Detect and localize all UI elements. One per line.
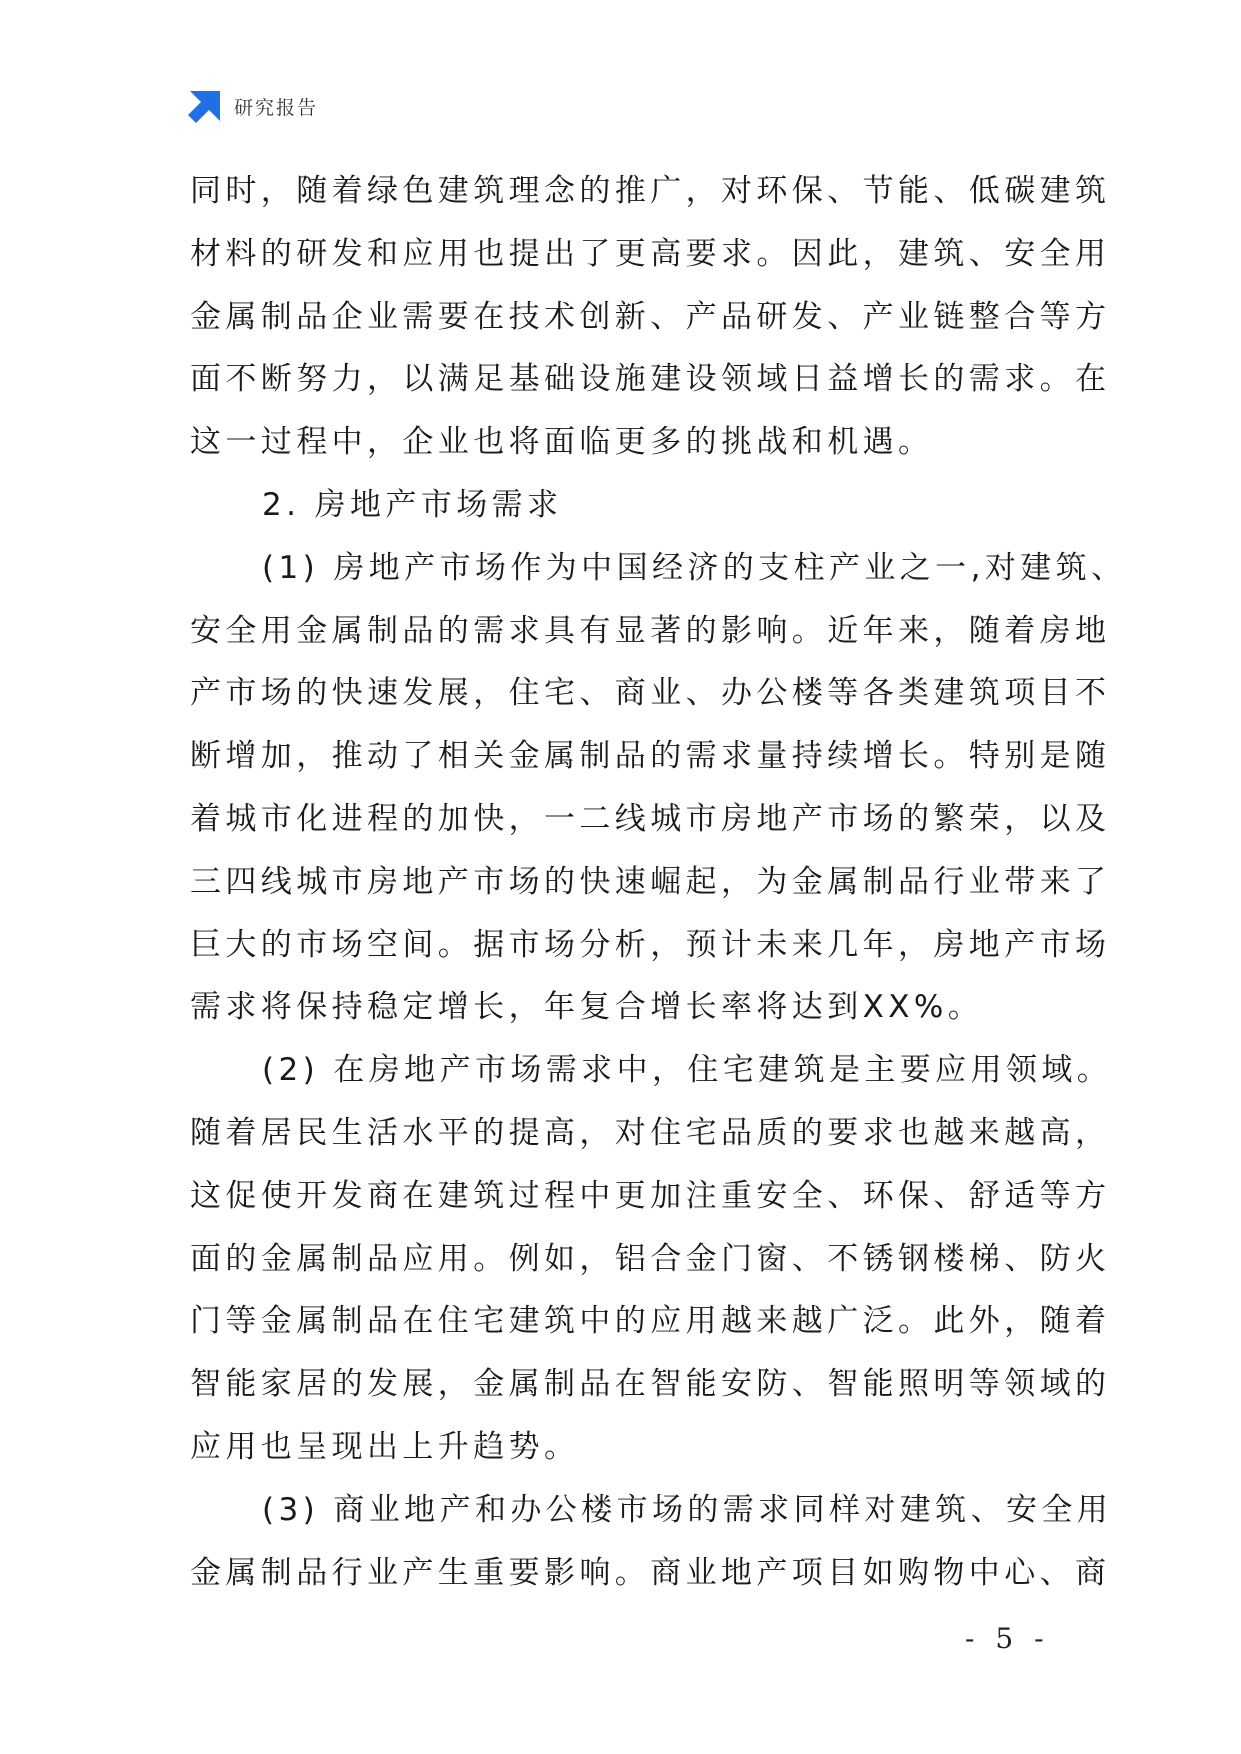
text-line: 随着居民生活水平的提高，对住宅品质的要求也越来越高， xyxy=(190,1114,1111,1151)
text-line: 材料的研发和应用也提出了更高要求。因此，建筑、安全用 xyxy=(190,235,1111,272)
text-line: 产市场的快速发展，住宅、商业、办公楼等各类建筑项目不 xyxy=(190,675,1111,712)
text-line: 这一过程中，企业也将面临更多的挑战和机遇。 xyxy=(190,424,934,461)
text-line: 金属制品企业需要在技术创新、产品研发、产业链整合等方 xyxy=(190,298,1111,335)
text-line: 着城市化进程的加快，一二线城市房地产市场的繁荣，以及 xyxy=(190,800,1111,837)
text-line: 门等金属制品在住宅建筑中的应用越来越广泛。此外，随着 xyxy=(190,1303,1111,1340)
text-line: 智能家居的发展，金属制品在智能安防、智能照明等领域的 xyxy=(190,1366,1111,1403)
page-number: - 5 - xyxy=(965,1622,1050,1655)
section-heading: 2. 房地产市场需求 xyxy=(262,486,563,523)
document-body xyxy=(190,160,1127,1604)
text-line: 安全用金属制品的需求具有显著的影响。近年来，随着房地 xyxy=(190,612,1111,649)
text-line: 这促使开发商在建筑过程中更加注重安全、环保、舒适等方 xyxy=(190,1177,1111,1214)
text-line: 断增加，推动了相关金属制品的需求量持续增长。特别是随 xyxy=(190,738,1111,775)
text-line: 三四线城市房地产市场的快速崛起，为金属制品行业带来了 xyxy=(190,863,1111,900)
paragraph-start: (2) 在房地产市场需求中，住宅建筑是主要应用领域。 xyxy=(262,1052,1113,1089)
text-line: 面的金属制品应用。例如，铝合金门窗、不锈钢楼梯、防火 xyxy=(190,1240,1111,1277)
header-title: 研究报告 xyxy=(234,96,319,119)
text-line: 巨大的市场空间。据市场分析，预计未来几年，房地产市场 xyxy=(190,926,1111,963)
text-line: 需求将保持稳定增长，年复合增长率将达到XX%。 xyxy=(190,989,984,1026)
text-line: 面不断努力，以满足基础设施建设领域日益增长的需求。在 xyxy=(190,361,1111,398)
paragraph-start: (1) 房地产市场作为中国经济的支柱产业之一,对建筑、 xyxy=(262,549,1127,586)
text-line: 同时，随着绿色建筑理念的推广，对环保、节能、低碳建筑 xyxy=(190,173,1111,209)
paragraph-start: (3) 商业地产和办公楼市场的需求同样对建筑、安全用 xyxy=(262,1491,1113,1528)
text-line: 金属制品行业产生重要影响。商业地产项目如购物中心、商 xyxy=(190,1554,1111,1591)
arrow-up-right-icon xyxy=(188,89,222,123)
report-header xyxy=(188,88,318,124)
text-line: 应用也呈现出上升趋势。 xyxy=(190,1428,580,1465)
